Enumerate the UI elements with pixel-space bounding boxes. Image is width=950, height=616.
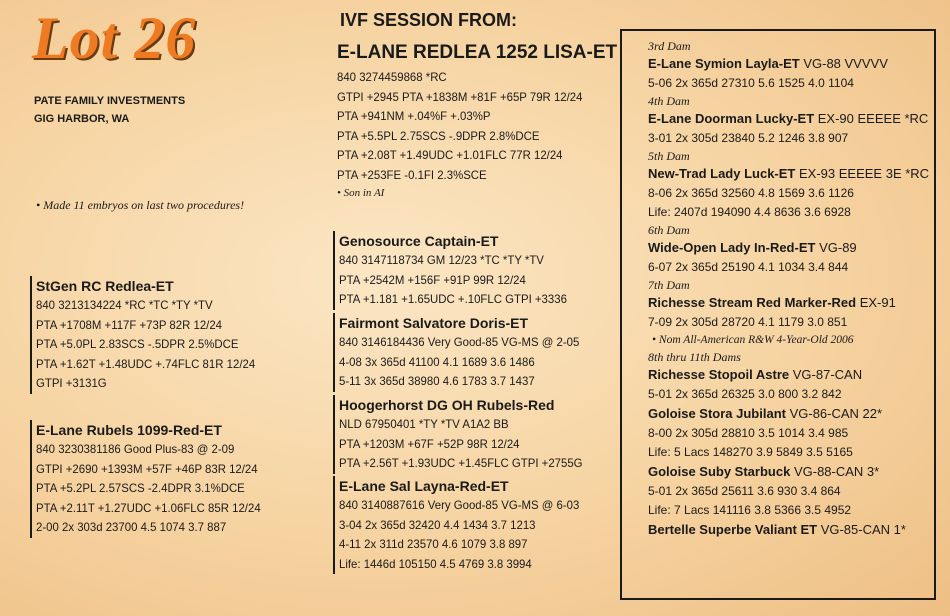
dam-label: 5th Dam [648,149,690,163]
mid-line: 840 3146184436 Very Good-85 VG-MS @ 2-05 [339,335,580,349]
dam-line: 2-00 2x 303d 23700 4.5 1074 3.7 887 [36,520,227,534]
lot-title: Lot 26 [32,5,197,71]
dam-record: Life: 5 Lacs 148270 3.9 5849 3.5 5165 [648,445,853,459]
mid-line: 3-04 2x 365d 32420 4.4 1434 3.7 1213 [339,517,536,532]
mid-line: PTA +1203M +67F +52P 98R 12/24 [339,436,520,451]
session-line: PTA +941NM +.04%F +.03%P [337,109,491,123]
sire-line: GTPI +3131G [36,376,107,390]
dam-name: E-Lane Symion Layla-ET VG-88 VVVVV [648,56,888,71]
dam-record: Life: 2407d 194090 4.4 8636 3.6 6928 [648,205,851,219]
dam-record: 8-00 2x 305d 28810 3.5 1014 3.4 985 [648,426,849,440]
dam-line: PTA +5.2PL 2.57SCS -2.4DPR 3.1%DCE [36,481,245,495]
dam-name: Wide-Open Lady In-Red-ET VG-89 [648,240,857,255]
dam-record: 3-01 2x 305d 23840 5.2 1246 3.8 907 [648,131,849,145]
dam-name: Bertelle Superbe Valiant ET VG-85-CAN 1* [648,522,906,537]
session-line: PTA +2.08T +1.49UDC +1.01FLC 77R 12/24 [337,148,563,162]
session-line: 840 3274459868 *RC [337,70,447,84]
dam-block [30,420,272,538]
session-note: • Son in AI [337,187,385,199]
sire-line: PTA +1.62T +1.48UDC +.74FLC 81R 12/24 [36,356,256,371]
dam-record: 8-06 2x 365d 32560 4.8 1569 3.6 1126 [648,186,854,200]
dam-class: VG-88-CAN 3* [793,464,880,479]
dam-record: 7-09 2x 305d 28720 4.1 1179 3.0 851 [648,315,848,329]
mid-block-doris [333,313,592,392]
mid-line: 5-11 3x 365d 38980 4.6 1783 3.7 1437 [339,374,535,388]
dam-class: VG-88 VVVVV [803,56,888,71]
mid-name: Fairmont Salvatore Doris-ET [339,315,529,331]
sire-name: StGen RC Redlea-ET [36,278,174,294]
mid-name: Genosource Captain-ET [339,233,499,249]
dam-record: 5-06 2x 365d 27310 5.6 1525 4.0 1104 [648,76,854,90]
dam-record: 5-01 2x 365d 25611 3.6 930 3.4 864 [648,484,841,498]
session-line: GTPI +2945 PTA +1838M +81F +65P 79R 12/24 [337,89,583,104]
sire-line: PTA +1708M +117F +73P 82R 12/24 [36,317,223,332]
mid-line: NLD 67950401 *TY *TV A1A2 BB [339,417,509,431]
dam-line: GTPI +2690 +1393M +57F +46P 83R 12/24 [36,461,258,476]
mid-line: PTA +1.181 +1.65UDC +.10FLC GTPI +3336 [339,292,567,306]
embryo-note: • Made 11 embryos on last two procedures! [36,198,245,212]
owner-name: PATE FAMILY INVESTMENTS [34,95,186,107]
session-line: PTA +5.5PL 2.75SCS -.9DPR 2.8%DCE [337,128,540,143]
mid-name: E-Lane Sal Layna-Red-ET [339,478,509,494]
dam-label: 7th Dam [648,278,690,292]
dam-name: New-Trad Lady Luck-ET EX-93 EEEEE 3E *RC [648,166,930,181]
sire-line: PTA +5.0PL 2.83SCS -.5DPR 2.5%DCE [36,337,239,351]
dam-name: E-Lane Doorman Lucky-ET EX-90 EEEEE *RC [648,111,929,126]
owner-location: GIG HARBOR, WA [34,113,130,125]
dam-record: 6-07 2x 365d 25190 4.1 1034 3.4 844 [648,260,849,274]
dam-record: 5-01 2x 365d 26325 3.0 800 3.2 842 [648,387,842,401]
dam-line: 840 3230381186 Good Plus-83 @ 2-09 [36,442,235,456]
dam-record: Life: 7 Lacs 141116 3.8 5366 3.5 4952 [648,503,852,517]
session-line: PTA +253FE -0.1FI 2.3%SCE [337,167,487,182]
session-block [337,68,595,201]
mid-name: Hoogerhorst DG OH Rubels-Red [339,397,555,413]
dam-class: EX-91 [859,295,896,310]
session-name: E-LANE REDLEA 1252 LISA-ET [337,42,618,63]
dam-name: E-Lane Rubels 1099-Red-ET [36,422,222,438]
dam-line: PTA +2.11T +1.27UDC +1.06FLC 85R 12/24 [36,500,261,515]
dam-label: 3rd Dam [648,39,691,53]
dam-label: 4th Dam [648,94,690,108]
mid-line: PTA +2.56T +1.93UDC +1.45FLC GTPI +2755G [339,456,583,470]
sire-line: 840 3213134224 *RC *TC *TY *TV [36,298,213,312]
dam-name: Goloise Suby Starbuck VG-88-CAN 3* [648,464,880,479]
dam-name: Goloise Stora Jubilant VG-86-CAN 22* [648,406,883,421]
dam-class: EX-93 EEEEE 3E *RC [799,166,930,181]
dam-class: EX-90 EEEEE *RC [817,111,929,126]
mid-block-rubels [333,395,595,474]
dam-label: 8th thru 11th Dams [648,350,741,364]
dam-class: VG-85-CAN 1* [820,522,906,537]
sire-block [30,276,267,394]
dam-name: Richesse Stopoil Astre VG-87-CAN [648,367,863,382]
dam-class: VG-89 [819,240,857,255]
dams-list [648,38,929,540]
mid-line: 840 3147118734 GM 12/23 *TC *TY *TV [339,253,544,267]
mid-line: 4-08 3x 365d 41100 4.1 1689 3.6 1486 [339,354,535,369]
mid-block-layna [333,476,592,574]
mid-block-captain [333,231,579,310]
session-header: IVF SESSION FROM: [340,10,518,30]
dam-note: • Nom All-American R&W 4-Year-Old 2006 [652,334,854,346]
mid-line: PTA +2542M +156F +91P 99R 12/24 [339,272,526,287]
mid-line: 840 3140887616 Very Good-85 VG-MS @ 6-03 [339,498,580,512]
dam-class: VG-86-CAN 22* [789,406,883,421]
dam-name: Richesse Stream Red Marker-Red EX-91 [648,295,896,310]
mid-line: Life: 1446d 105150 4.5 4769 3.8 3994 [339,556,532,571]
dam-class: VG-87-CAN [792,367,863,382]
dams-box [620,29,936,600]
mid-line: 4-11 2x 311d 23570 4.6 1079 3.8 897 [339,537,528,551]
dam-label: 6th Dam [648,223,690,237]
